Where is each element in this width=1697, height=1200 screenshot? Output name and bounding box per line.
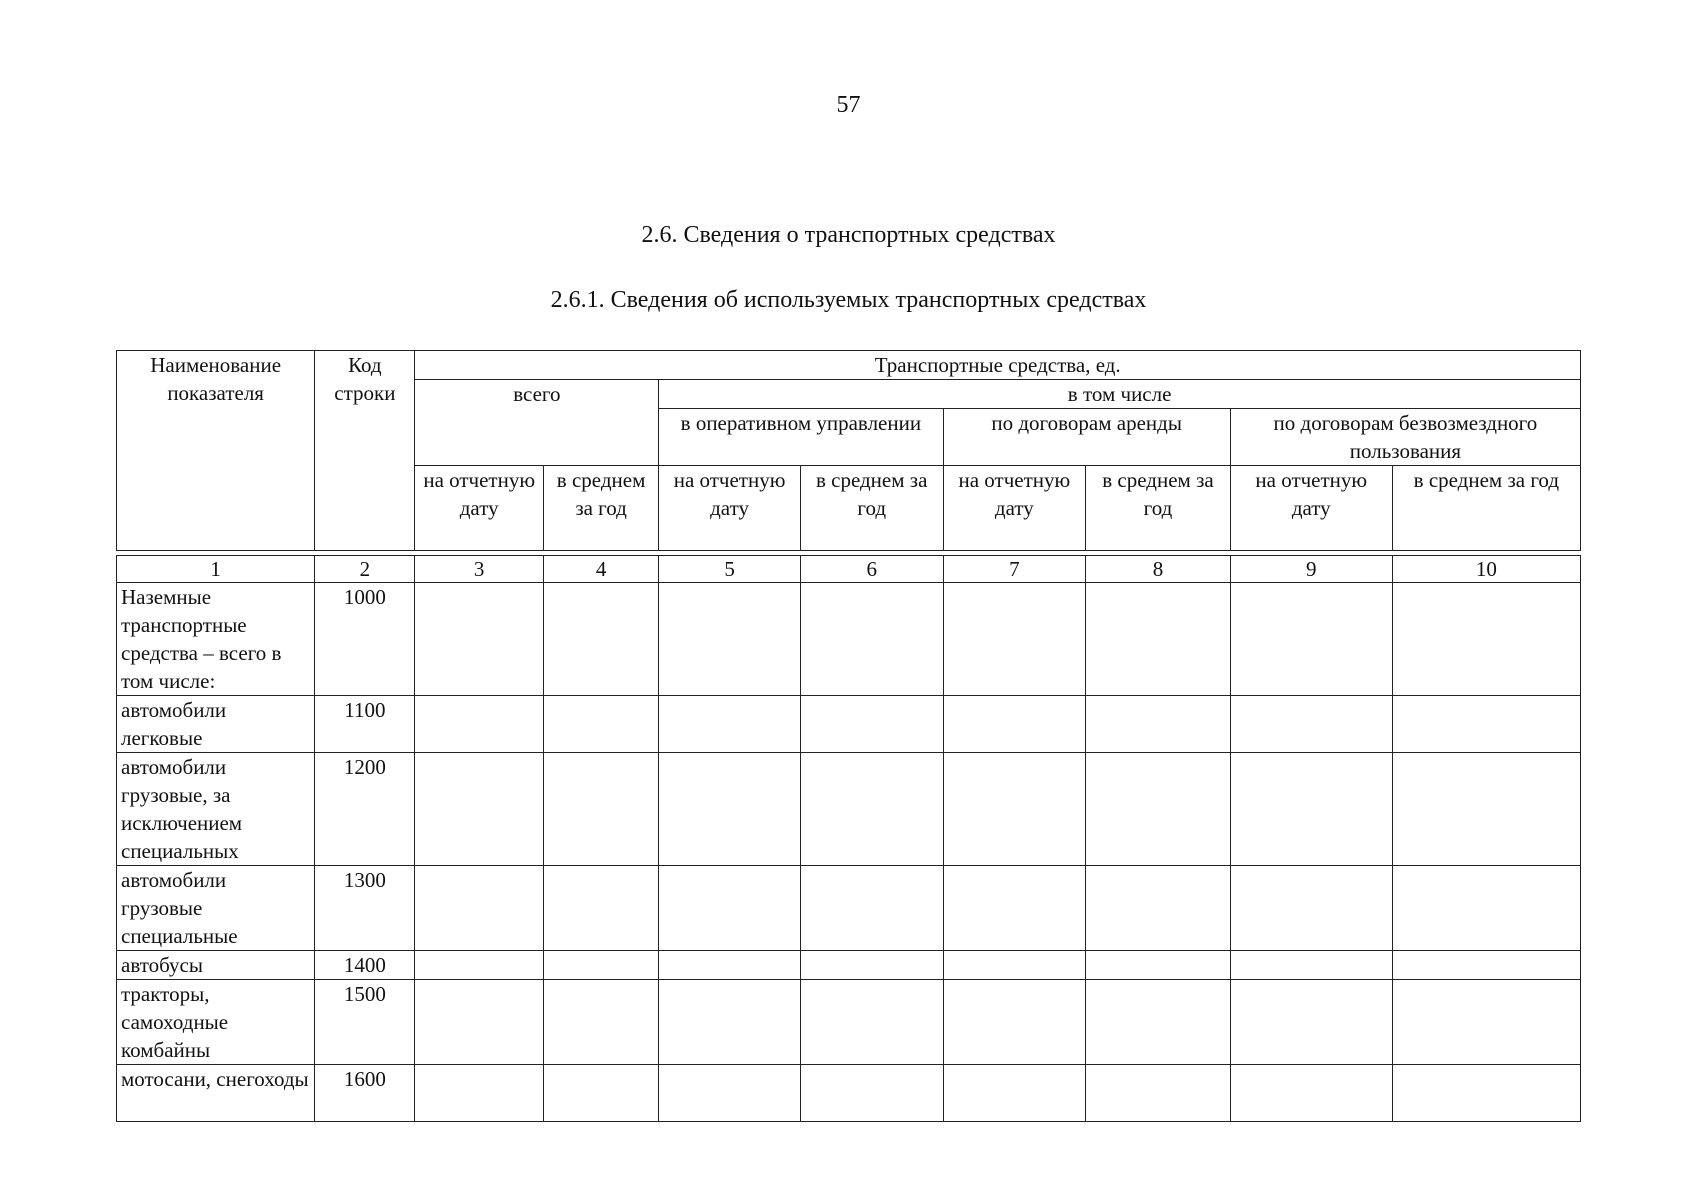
value-cell — [800, 1065, 943, 1122]
value-cell — [1230, 583, 1392, 696]
column-number-row — [117, 556, 1581, 583]
page-number: 57 — [836, 92, 861, 118]
row-name: автомобили грузовые специальные — [117, 866, 315, 951]
value-cell — [943, 951, 1086, 980]
header-operational: в оперативном управлении — [659, 409, 943, 466]
header-free-use: по договорам безвозмездного пользования — [1230, 409, 1580, 466]
row-code: 1200 — [315, 753, 415, 866]
row-name: автобусы — [117, 951, 315, 980]
value-cell — [1230, 866, 1392, 951]
column-number: 7 — [943, 556, 1086, 583]
value-cell — [1392, 753, 1580, 866]
column-number: 10 — [1392, 556, 1580, 583]
header-op-avg: в среднем за год — [800, 466, 943, 551]
value-cell — [1086, 1065, 1231, 1122]
value-cell — [415, 951, 543, 980]
value-cell — [543, 753, 658, 866]
value-cell — [659, 696, 801, 753]
value-cell — [543, 980, 658, 1065]
value-cell — [1392, 583, 1580, 696]
value-cell — [415, 583, 543, 696]
table-row — [117, 1065, 1581, 1122]
value-cell — [943, 866, 1086, 951]
row-code: 1500 — [315, 980, 415, 1065]
value-cell — [943, 696, 1086, 753]
value-cell — [659, 951, 801, 980]
value-cell — [1392, 866, 1580, 951]
value-cell — [415, 980, 543, 1065]
value-cell — [659, 583, 801, 696]
row-name: тракторы, самоходные комбайны — [117, 980, 315, 1065]
table-row — [117, 951, 1581, 980]
header-lease: по договорам аренды — [943, 409, 1230, 466]
value-cell — [800, 951, 943, 980]
value-cell — [1086, 980, 1231, 1065]
value-cell — [800, 696, 943, 753]
value-cell — [943, 753, 1086, 866]
value-cell — [800, 866, 943, 951]
header-lease-date: на отчетную дату — [943, 466, 1086, 551]
header-lease-avg: в среднем за год — [1086, 466, 1231, 551]
value-cell — [1392, 696, 1580, 753]
row-name: Наземные транспортные средства – всего в том числе: — [117, 583, 315, 696]
column-number: 5 — [659, 556, 801, 583]
value-cell — [1392, 951, 1580, 980]
row-code: 1600 — [315, 1065, 415, 1122]
value-cell — [543, 696, 658, 753]
row-code: 1400 — [315, 951, 415, 980]
row-name: автомобили грузовые, за исключением специальных — [117, 753, 315, 866]
header-total-avg: в среднем за год — [543, 466, 658, 551]
value-cell — [800, 583, 943, 696]
header-free-avg: в среднем за год — [1392, 466, 1580, 551]
header-name: Наименование показателя — [117, 351, 315, 551]
value-cell — [659, 980, 801, 1065]
value-cell — [543, 951, 658, 980]
value-cell — [1086, 583, 1231, 696]
value-cell — [800, 980, 943, 1065]
value-cell — [1392, 980, 1580, 1065]
value-cell — [1230, 1065, 1392, 1122]
header-including: в том числе — [659, 380, 1581, 409]
value-cell — [659, 1065, 801, 1122]
value-cell — [659, 753, 801, 866]
table-row — [117, 696, 1581, 753]
value-cell — [1086, 951, 1231, 980]
value-cell — [543, 583, 658, 696]
table-row — [117, 753, 1581, 866]
column-number: 1 — [117, 556, 315, 583]
table-row — [117, 866, 1581, 951]
header-code: Код строки — [315, 351, 415, 551]
column-number: 6 — [800, 556, 943, 583]
row-name: автомобили легковые — [117, 696, 315, 753]
value-cell — [1086, 696, 1231, 753]
row-code: 1100 — [315, 696, 415, 753]
value-cell — [415, 866, 543, 951]
header-free-date: на отчетную дату — [1230, 466, 1392, 551]
value-cell — [1086, 753, 1231, 866]
column-number: 3 — [415, 556, 543, 583]
value-cell — [415, 1065, 543, 1122]
value-cell — [543, 866, 658, 951]
table-row — [117, 583, 1581, 696]
value-cell — [1392, 1065, 1580, 1122]
row-name: мотосани, снегоходы — [117, 1065, 315, 1122]
value-cell — [1230, 980, 1392, 1065]
header-total: всего — [415, 380, 659, 466]
value-cell — [1230, 696, 1392, 753]
row-code: 1300 — [315, 866, 415, 951]
value-cell — [1230, 951, 1392, 980]
value-cell — [1230, 753, 1392, 866]
value-cell — [659, 866, 801, 951]
value-cell — [543, 1065, 658, 1122]
header-total-date: на отчетную дату — [415, 466, 543, 551]
header-op-date: на отчетную дату — [659, 466, 801, 551]
value-cell — [415, 753, 543, 866]
header-transport: Транспортные средства, ед. — [415, 351, 1581, 380]
subsection-title: 2.6.1. Сведения об используемых транспортных средствах — [550, 287, 1147, 313]
table-row — [117, 980, 1581, 1065]
value-cell — [1086, 866, 1231, 951]
column-number: 8 — [1086, 556, 1231, 583]
value-cell — [943, 583, 1086, 696]
column-number: 2 — [315, 556, 415, 583]
row-code: 1000 — [315, 583, 415, 696]
column-number: 4 — [543, 556, 658, 583]
value-cell — [943, 1065, 1086, 1122]
value-cell — [800, 753, 943, 866]
value-cell — [415, 696, 543, 753]
transport-table — [116, 350, 1581, 1122]
column-number: 9 — [1230, 556, 1392, 583]
section-title: 2.6. Сведения о транспортных средствах — [641, 222, 1056, 248]
value-cell — [943, 980, 1086, 1065]
